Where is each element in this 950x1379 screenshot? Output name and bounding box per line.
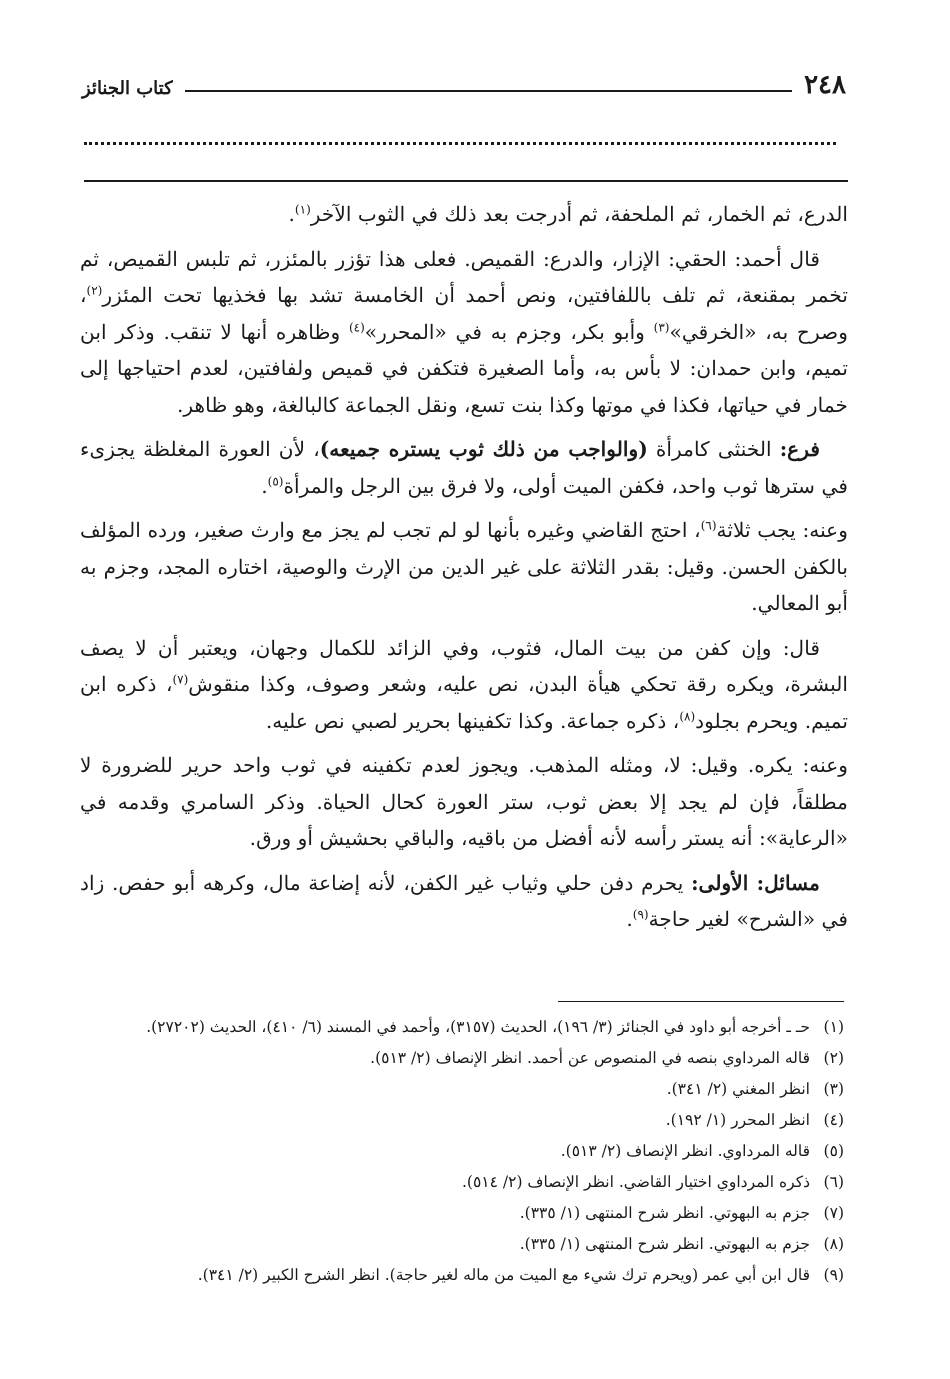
paragraph-4: وعنه: يجب ثلاثة$^{(٦)}$، احتج القاضي وغيره بأنها لو لم تجب لم يجز مع وارث صغير، ورده المؤلف بالكفن الحسن. وقيل: بقدر الثلاثة على غير الدين من الإرث والوصية، اختاره المجد، وجزم به أبو المعالي.: [80, 518, 848, 615]
footnote-item: (٨) جزم به البهوتي. انظر شرح المنتهى (١/ ٣٣٥).: [519, 1235, 844, 1253]
footnote-ref-4: (٤): [348, 319, 365, 334]
footnote-ref-7: (٧): [172, 672, 189, 687]
footnote-ref-1: (١): [294, 202, 311, 217]
footnote-ref-8: (٨): [679, 708, 696, 723]
footnote-item: (٩) قال ابن أبي عمر (ويحرم ترك شيء مع الميت من ماله لغير حاجة). انظر الشرح الكبير (٢/ ٣٤١).: [197, 1266, 844, 1284]
footnote-ref-6: (٦): [700, 518, 717, 533]
footnote-item: (٤) انظر المحرر (١/ ١٩٢).: [665, 1111, 844, 1129]
footnote-ref-2: (٢): [86, 283, 103, 298]
page-number: ٢٤٨: [804, 70, 846, 100]
footnote-item: (٥) قاله المرداوي. انظر الإنصاف (٢/ ٥١٣).: [560, 1142, 844, 1160]
running-title: كتاب الجنائز: [82, 78, 173, 99]
footnote-item: (١) حـ ـ أخرجه أبو داود في الجنائز (٣/ ١٩٦)، الحديث (٣١٥٧)، وأحمد في المسند (٦/ ٤١٠)، الحديث (٢٧٢٠٢).: [146, 1018, 844, 1036]
paragraph-6: وعنه: يكره. وقيل: لا، ومثله المذهب. ويجوز لعدم تكفينه في ثوب واحد حرير للضرورة لا مطلقاً، فإن لم يجد إلا بعض ثوب، ستر العورة كحال الحياة. وذكر السامري وقدمه في «الرعاية»: أنه يستر رأسه لأنه أفضل من باقيه، والباقي بحشيش أو ورق.: [80, 753, 848, 850]
footnote-item: (٧) جزم به البهوتي. انظر شرح المنتهى (١/ ٣٣٥).: [519, 1204, 844, 1222]
section-lead-masail: مسائل: الأولى:: [691, 870, 820, 895]
main-text: [80, 196, 848, 946]
footnotes: [80, 1012, 844, 1291]
paragraph-5: قال: وإن كفن من بيت المال، فثوب، وفي الزائد للكمال وجهان، ويعتبر أن لا يصف البشرة، ويكره رقة تحكي هيأة البدن، نص عليه، وشعر وصوف، وكذا منقوش$^{(٧)}$، ذكره ابن تميم. ويحرم بجلود$^{(٨)}$، ذكره جماعة. وكذا تكفينها بحرير لصبي نص عليه.: [80, 635, 848, 733]
paragraph-2: قال أحمد: الحقي: الإزار، والدرع: القميص. فعلى هذا تؤزر بالمئزر، ثم تلبس القميص، ثم تخمر بمقنعة، ثم تلف باللفافتين، ونص أحمد أن الخامسة تشد بها فخذيها تحت المئزر$^{(٢)}$، وصرح به، «الخرقي»$^{(٣)}$ وأبو بكر، وجزم به في «المحرر»$^{(٤)}$ وظاهره أنها لا تنقب. وذكر ابن تميم، وابن حمدان: لا بأس به، وأما الصغيرة فتكفن في قميص ولفافتين، لعدم احتياجها إلى خمار في حياتها، فكذا في موتها وكذا بنت تسع، ونقل الجماعة كالبالغة، وهو ظاهر.: [80, 246, 848, 417]
header-rule: [185, 90, 792, 92]
top-rule: [84, 180, 848, 182]
paragraph-7: مسائل: الأولى: يحرم دفن حلي وثياب غير الكفن، لأنه إضاعة مال، وكرهه أبو حفص. زاد في «الشرح» لغير حاجة$^{(٩)}$.: [80, 870, 848, 931]
footnote-ref-3: (٣): [653, 319, 670, 334]
page-header: [82, 62, 846, 98]
dotted-separator: [84, 142, 836, 145]
footnote-ref-9: (٩): [632, 907, 649, 922]
paragraph-3: فرع: الخنثى كامرأة (والواجب من ذلك ثوب يستره جميعه)، لأن العورة المغلظة يجزىء في سترها ثوب واحد، فكفن الميت أولى، ولا فرق بين الرجل والمرأة$^{(٥)}$.: [80, 437, 848, 498]
footnote-item: (٣) انظر المغني (٢/ ٣٤١).: [666, 1080, 844, 1098]
section-lead-far: فرع:: [779, 437, 821, 461]
bold-quote: (والواجب من ذلك ثوب يستره جميعه): [319, 437, 648, 461]
footnote-item: (٢) قاله المرداوي بنصه في المنصوص عن أحمد. انظر الإنصاف (٢/ ٥١٣).: [370, 1049, 844, 1067]
footnote-ref-5: (٥): [267, 473, 284, 488]
footnote-item: (٦) ذكره المرداوي اختيار القاضي. انظر الإنصاف (٢/ ٥١٤).: [461, 1173, 844, 1191]
paragraph-1: الدرع، ثم الخمار، ثم الملحفة، ثم أدرجت بعد ذلك في الثوب الآخر$^{(١)}$.: [288, 202, 848, 226]
footnote-separator: [558, 1001, 844, 1002]
